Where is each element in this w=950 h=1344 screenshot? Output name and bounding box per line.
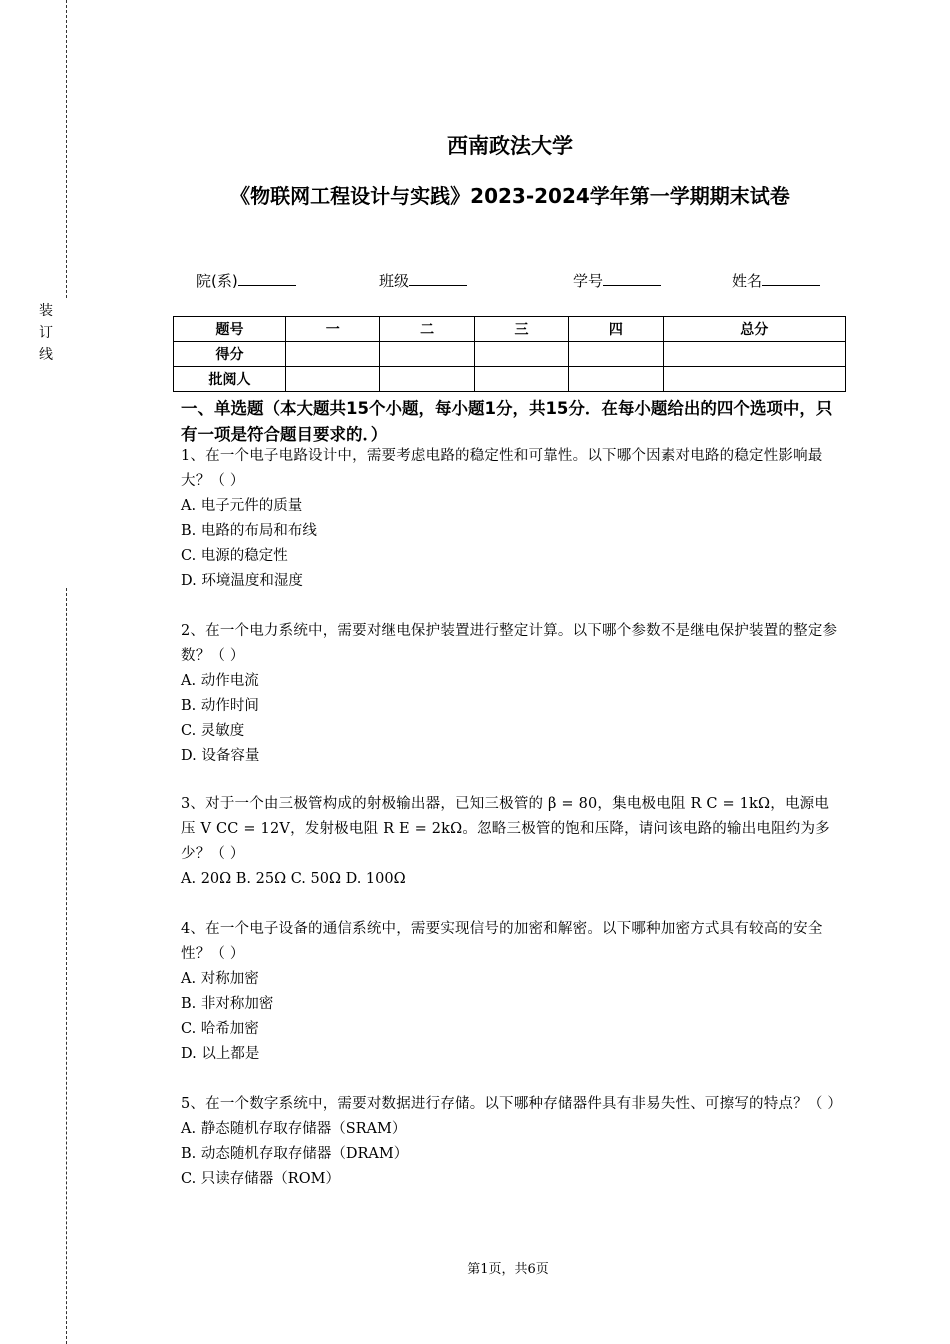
question-option: C. 电源的稳定性 <box>181 548 288 564</box>
question-option: D. 环境温度和湿度 <box>181 573 303 589</box>
score-cell[interactable] <box>286 342 380 367</box>
grader-cell[interactable] <box>663 367 846 392</box>
score-table-header-row <box>174 317 846 342</box>
question-option: B. 动作时间 <box>181 698 259 714</box>
question-4 <box>181 917 841 1067</box>
question-option: A. 电子元件的质量 <box>181 498 303 514</box>
college-blank[interactable] <box>238 269 296 286</box>
grader-row-label: 批阅人 <box>174 367 286 392</box>
name-label: 姓名 <box>732 272 763 290</box>
question-option: A. 静态随机存取存储器（SRAM） <box>181 1121 407 1137</box>
question-stem: 2、在一个电力系统中，需要对继电保护装置进行整定计算。以下哪个参数不是继电保护装置的整定参数？（ ） <box>181 623 838 664</box>
name-field[interactable] <box>732 269 820 291</box>
college-label: 院(系) <box>196 272 238 290</box>
score-cell[interactable] <box>380 342 474 367</box>
student-id-label: 学号 <box>573 272 604 290</box>
score-table-column: 四 <box>569 317 663 342</box>
binding-label-char: 订 <box>39 325 53 341</box>
question-stem: 1、在一个电子电路设计中，需要考虑电路的稳定性和可靠性。以下哪个因素对电路的稳定性影响最大？（ ） <box>181 448 823 489</box>
binding-label-char: 线 <box>39 347 53 363</box>
score-table-column: 一 <box>286 317 380 342</box>
page-footer: 第1页，共6页 <box>467 1262 549 1277</box>
score-table-header-label: 题号 <box>174 317 286 342</box>
question-option: A. 20Ω B. 25Ω C. 50Ω D. 100Ω <box>181 871 406 887</box>
student-id-field[interactable] <box>573 269 661 291</box>
question-stem: 4、在一个电子设备的通信系统中，需要实现信号的加密和解密。以下哪种加密方式具有较高的安全性？（ ） <box>181 921 823 962</box>
question-option: A. 动作电流 <box>181 673 259 689</box>
score-cell[interactable] <box>474 342 568 367</box>
question-stem: 5、在一个数字系统中，需要对数据进行存储。以下哪种存储器件具有非易失性、可擦写的特点？（ ） <box>181 1096 843 1112</box>
score-table <box>173 316 846 392</box>
name-blank[interactable] <box>762 269 820 286</box>
score-table-column: 三 <box>474 317 568 342</box>
question-2 <box>181 619 841 769</box>
score-table-column: 二 <box>380 317 474 342</box>
question-3 <box>181 792 841 892</box>
question-1 <box>181 444 841 594</box>
grader-cell[interactable] <box>569 367 663 392</box>
question-option: B. 电路的布局和布线 <box>181 523 317 539</box>
grader-cell[interactable] <box>474 367 568 392</box>
class-label: 班级 <box>379 272 410 290</box>
question-option: D. 设备容量 <box>181 748 260 764</box>
university-name: 西南政法大学 <box>447 134 573 158</box>
grader-cell[interactable] <box>286 367 380 392</box>
student-info-row <box>0 269 950 293</box>
question-option: B. 动态随机存取存储器（DRAM） <box>181 1146 409 1162</box>
question-stem: 3、对于一个由三极管构成的射极输出器，已知三极管的 β = 80，集电极电阻 R C = 1kΩ，电源电压 V CC = 12V，发射极电阻 R E = 2kΩ。忽略三极管的饱和压降，请问该电路的输出电阻约为多少？（ ） <box>181 796 830 862</box>
binding-label <box>37 300 55 366</box>
score-row-label: 得分 <box>174 342 286 367</box>
question-option: B. 非对称加密 <box>181 996 274 1012</box>
college-field[interactable] <box>196 269 296 291</box>
score-row <box>174 342 846 367</box>
class-field[interactable] <box>379 269 467 291</box>
question-option: D. 以上都是 <box>181 1046 260 1062</box>
class-blank[interactable] <box>409 269 467 286</box>
score-table-column: 总分 <box>663 317 846 342</box>
binding-dashed-line-bottom <box>66 588 67 1344</box>
question-5 <box>181 1092 841 1192</box>
question-option: C. 哈希加密 <box>181 1021 259 1037</box>
grader-cell[interactable] <box>380 367 474 392</box>
question-option: C. 灵敏度 <box>181 723 245 739</box>
score-cell[interactable] <box>569 342 663 367</box>
exam-title: 《物联网工程设计与实践》2023-2024学年第一学期期末试卷 <box>230 184 790 208</box>
grader-row <box>174 367 846 392</box>
question-option: C. 只读存储器（ROM） <box>181 1171 340 1187</box>
question-option: A. 对称加密 <box>181 971 259 987</box>
student-id-blank[interactable] <box>603 269 661 286</box>
binding-label-char: 装 <box>39 303 53 319</box>
score-cell[interactable] <box>663 342 846 367</box>
section-heading: 一、单选题（本大题共15个小题，每小题1分，共15分．在每小题给出的四个选项中，只有一项是符合题目要求的．） <box>181 399 833 444</box>
